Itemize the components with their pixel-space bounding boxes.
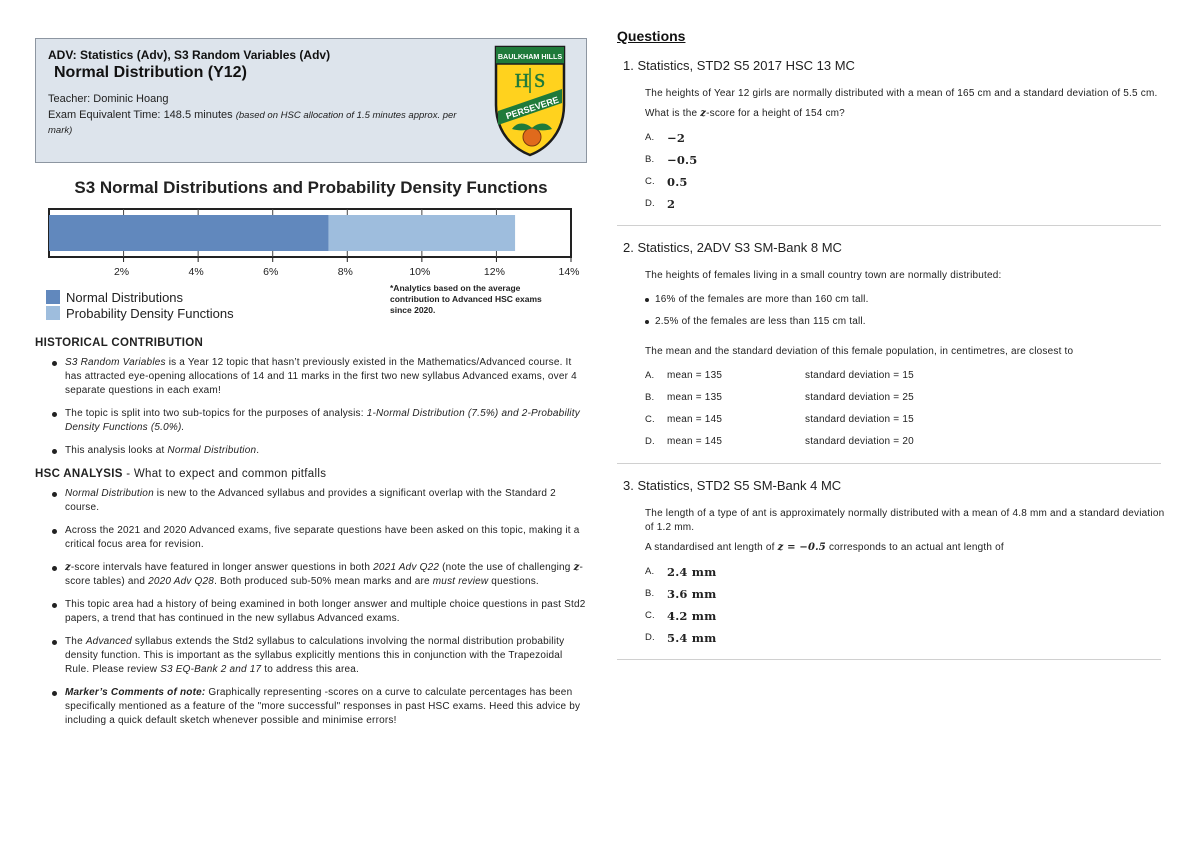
answer-option-b[interactable] (645, 387, 1169, 409)
option-letter: B. (645, 392, 655, 403)
option-letter: C. (645, 176, 655, 187)
emphasis-text: Advanced (85, 636, 132, 647)
option-letter: D. (645, 198, 655, 209)
right-column (617, 28, 1169, 660)
page-title: Normal Distribution (Y12) (54, 64, 247, 81)
hsc-analysis-list (35, 487, 587, 728)
list-item (35, 598, 587, 626)
list-item (35, 407, 587, 435)
answer-option-b[interactable] (645, 149, 1169, 171)
answer-option-a[interactable] (645, 365, 1169, 387)
list-item (35, 561, 587, 589)
topic-contribution-chart (35, 207, 587, 319)
list-item-text: (note the use of challenging (439, 562, 574, 573)
chart-title-text: S3 Normal Distributions and Probability Density Functions (74, 178, 548, 197)
question-text: The heights of females living in a small country town are normally distributed: (645, 270, 1002, 281)
historical-heading: HISTORICAL CONTRIBUTION (35, 337, 204, 349)
question-body (645, 269, 1169, 453)
list-item-text: This topic area had a history of being examined in both longer answer and multiple choice questions in past Std2 papers, a trend that has continued in the new syllabus Advanced exams. (65, 599, 586, 624)
school-crest-logo (494, 45, 566, 157)
prompt-text: A standardised ant length of (645, 542, 778, 553)
option-value: 0.5 (667, 175, 688, 189)
legend-swatch-normal (46, 290, 60, 304)
option-sd: standard deviation = 20 (805, 436, 914, 447)
teacher-label: Teacher: (48, 93, 91, 105)
emphasis-text: 2020 Adv Q28 (148, 576, 215, 587)
question-title: 1. Statistics, STD2 S5 2017 HSC 13 MC (623, 58, 855, 73)
hsc-heading-sub: - What to expect and common pitfalls (122, 468, 327, 480)
list-item-text: -score intervals have featured in longer answer questions in both (70, 562, 374, 573)
option-value: 3.6 mm (667, 587, 717, 601)
svg-text:H S: H S (514, 70, 546, 92)
chart-tick-label: 8% (337, 266, 353, 278)
answer-option-a[interactable] (645, 127, 1169, 149)
hsc-analysis-heading (35, 468, 587, 480)
answer-option-c[interactable] (645, 409, 1169, 431)
chart-bar-normal-distributions (49, 215, 329, 251)
option-value: 5.4 mm (667, 631, 717, 645)
question-prompt (645, 541, 1169, 555)
list-item (35, 356, 587, 398)
question-text: The length of a type of ant is approximately normally distributed with a mean of 4.8 mm and a standard deviation of 1.2 mm. (645, 508, 1165, 533)
topic-line: ADV: Statistics (Adv), S3 Random Variables (Adv) (48, 48, 331, 62)
emphasis-text: must review (432, 576, 489, 587)
option-value: −2 (667, 131, 686, 145)
legend-item-normal (46, 289, 234, 305)
question-title: 2. Statistics, 2ADV S3 SM-Bank 8 MC (623, 240, 842, 255)
exam-time-note: (based on HSC allocation of 1.5 minutes approx. per mark) (48, 110, 457, 136)
list-item-text: . Both produced sub-50% mean marks and are (214, 576, 433, 587)
answer-option-a[interactable] (645, 561, 1169, 583)
prompt-text: corresponds to an actual ant length of (825, 542, 1004, 553)
legend-label-normal: Normal Distributions (66, 289, 184, 305)
list-item (35, 524, 587, 552)
question-2 (617, 240, 1169, 464)
option-mean: mean = 145 (667, 414, 723, 425)
option-letter: C. (645, 414, 655, 425)
question-divider (617, 659, 1161, 660)
list-item: 16% of the females are more than 160 cm tall. (645, 289, 1169, 311)
chart-tick-label: 12% (483, 266, 505, 278)
option-value: 4.2 mm (667, 609, 717, 623)
chart-title (35, 177, 587, 199)
list-item-text: . (256, 445, 260, 456)
list-item-text: The topic is split into two sub-topics for the purposes of analysis: (65, 408, 367, 419)
option-mean: mean = 135 (667, 392, 723, 403)
chart-tick-label: 6% (263, 266, 279, 278)
list-item-text: Across the 2021 and 2020 Advanced exams, five separate questions have been asked on this topic, making it a critical focus area for revision. (65, 525, 580, 550)
answer-option-b[interactable] (645, 583, 1169, 605)
option-letter: B. (645, 588, 655, 599)
prompt-text: -score for a height of 154 cm? (706, 108, 845, 119)
option-letter: D. (645, 436, 655, 447)
emphasis-text: 2021 Adv Q22 (373, 562, 440, 573)
list-item-text: is new to the Advanced syllabus and provides a significant overlap with the Standard 2 course. (65, 488, 556, 513)
question-1 (617, 58, 1169, 226)
option-letter: B. (645, 154, 655, 165)
question-body (645, 87, 1169, 215)
topic-header-box (35, 38, 587, 163)
option-letter: A. (645, 132, 655, 143)
chart-note: *Analytics based on the average contribution to Advanced HSC exams since 2020. (390, 283, 542, 315)
option-mean: mean = 135 (667, 370, 723, 381)
math-z: z (573, 562, 580, 573)
emphasis-text: Normal Distribution (65, 488, 154, 499)
emphasis-text: S3 EQ-Bank 2 and 17 (160, 664, 262, 675)
list-item-text: The (65, 636, 86, 647)
legend-label-pdf: Probability Density Functions (66, 305, 234, 321)
chart-bar-probability-density-functions (329, 215, 515, 251)
emphasis-text: Normal Distribution (167, 445, 257, 456)
prompt-text: What is the (645, 108, 701, 119)
teacher-name: Dominic Hoang (93, 93, 169, 105)
question-text: The heights of Year 12 girls are normally distributed with a mean of 165 cm and a standard deviation of 5.5 cm. (645, 88, 1158, 99)
list-item-text: to address this area. (261, 664, 360, 675)
list-item: 2.5% of the females are less than 115 cm tall. (645, 311, 1169, 333)
legend-swatch-pdf (46, 306, 60, 320)
chart-tick-label: 10% (409, 266, 431, 278)
question-prompt: The mean and the standard deviation of this female population, in centimetres, are closest to (645, 346, 1074, 357)
question-prompt (645, 107, 1169, 121)
answer-option-d[interactable] (645, 431, 1169, 453)
option-value: 2.4 mm (667, 565, 717, 579)
question-title: 3. Statistics, STD2 S5 SM-Bank 4 MC (623, 478, 842, 493)
chart-tick-label: 14% (558, 266, 580, 278)
math-expression: z = −0.5 (777, 542, 826, 553)
emphasis-text: 1-Normal Distribution (7.5%) and 2-Probability Density Functions (5.0%). (65, 408, 580, 433)
emphasis-text: Marker’s Comments of note: (65, 687, 206, 698)
option-sd: standard deviation = 15 (805, 414, 914, 425)
historical-list (35, 356, 587, 458)
question-body (645, 507, 1169, 649)
question-divider (617, 225, 1161, 226)
list-item-text: This analysis looks at (65, 445, 168, 456)
chart-legend (46, 289, 234, 321)
option-letter: C. (645, 610, 655, 621)
list-item (35, 444, 587, 458)
legend-item-pdf (46, 305, 234, 321)
list-item (35, 635, 587, 677)
question-3 (617, 478, 1169, 660)
option-letter: A. (645, 370, 655, 381)
list-item-text: questions. (488, 576, 539, 587)
list-item-text: syllabus extends the Std2 syllabus to calculations involving the normal distribution probability density function. This is important as the syllabus explicitly mentions this in conjunction with the Trapezoidal Rule. Please review (65, 636, 565, 675)
chart-tick-label: 2% (113, 266, 130, 278)
option-letter: D. (645, 632, 655, 643)
answer-option-c[interactable] (645, 605, 1169, 627)
option-sd: standard deviation = 15 (805, 370, 914, 381)
emphasis-text: S3 Random Variables (65, 357, 166, 368)
list-item-text: is a Year 12 topic that hasn’t previously existed in the Mathematics/Advanced course. It has attracted eye-opening allocations of 14 and 11 marks in the first two new syllabus Advanced exams, over 4 separate questions in each exam! (65, 357, 577, 396)
exam-time-label: Exam Equivalent Time: (48, 109, 161, 121)
hsc-heading-main: HSC ANALYSIS (35, 468, 123, 480)
questions-heading: Questions (617, 28, 686, 44)
option-mean: mean = 145 (667, 436, 723, 447)
list-item-text: -score tables) and (65, 562, 583, 587)
answer-option-d[interactable] (645, 193, 1169, 215)
option-value: −0.5 (667, 153, 698, 167)
chart-tick-label: 4% (188, 266, 204, 278)
exam-time-line (48, 108, 468, 138)
option-value: 2 (667, 197, 676, 211)
left-column (35, 38, 587, 737)
list-item-text: Graphically representing -scores on a curve to calculate percentages has been specifically mentioned as a feature of the "more successful" responses in past HSC exams. Heed this advice by including a quick default sketch whenever possible and minimise errors! (65, 687, 581, 726)
exam-time-value: 148.5 minutes (163, 109, 233, 121)
answer-option-c[interactable] (645, 171, 1169, 193)
question-bullets (645, 289, 1169, 333)
list-item (35, 686, 587, 728)
question-divider (617, 463, 1161, 464)
option-sd: standard deviation = 25 (805, 392, 914, 403)
list-item (35, 487, 587, 515)
math-z: z (700, 108, 707, 119)
svg-text:BAULKHAM HILLS: BAULKHAM HILLS (497, 52, 563, 61)
math-z: z (65, 562, 71, 573)
answer-option-d[interactable] (645, 627, 1169, 649)
svg-text:PERSEVERE: PERSEVERE (504, 94, 561, 122)
option-letter: A. (645, 566, 655, 577)
